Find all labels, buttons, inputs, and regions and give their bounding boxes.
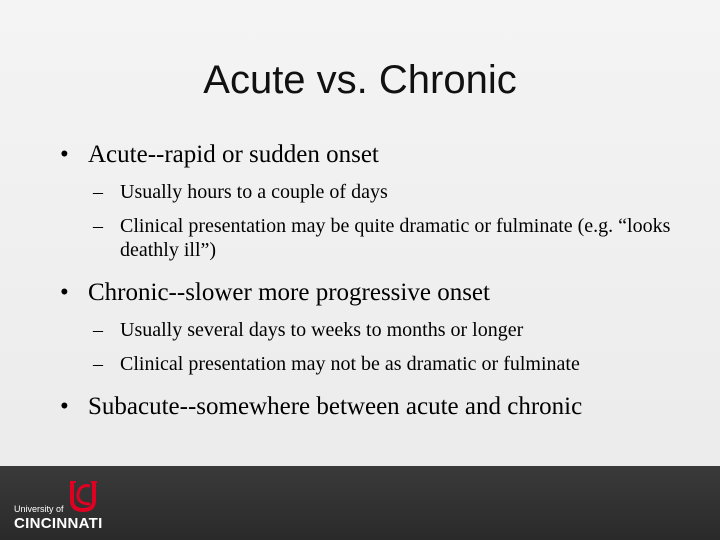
bullet-icon: • — [60, 279, 69, 306]
bullet-text: Chronic--slower more progressive onset — [88, 279, 490, 306]
sub-bullet-chronic-1 — [60, 318, 700, 342]
bullet-text: Acute--rapid or sudden onset — [88, 141, 379, 168]
dash-icon: – — [93, 181, 103, 203]
bullet-icon: • — [60, 393, 69, 420]
slide-body — [60, 140, 700, 422]
bullet-subacute — [60, 392, 700, 422]
sub-bullet-text: Clinical presentation may be quite dramatic or fulminate (e.g. “looks deathly ill”) — [120, 215, 671, 261]
uc-logo-mark-icon — [66, 480, 100, 514]
sub-bullet-text: Usually hours to a couple of days — [120, 181, 388, 203]
logo-text-small: University of — [14, 504, 64, 514]
logo-text-cincinnati: CINCINNATI — [14, 515, 103, 532]
bullet-chronic — [60, 278, 700, 308]
slide-title: Acute vs. Chronic — [203, 58, 517, 102]
dash-icon: – — [93, 353, 103, 375]
bullet-text: Subacute--somewhere between acute and chronic — [88, 393, 583, 420]
footer-bar — [0, 466, 720, 540]
dash-icon: – — [93, 215, 103, 237]
university-logo — [14, 480, 124, 532]
dash-icon: – — [93, 319, 103, 341]
sub-bullet-chronic-2 — [60, 352, 700, 376]
bullet-icon: • — [60, 141, 69, 168]
sub-bullet-text: Clinical presentation may not be as dramatic or fulminate — [120, 353, 580, 375]
sub-bullet-acute-2 — [60, 214, 700, 262]
sub-bullet-text: Usually several days to weeks to months or longer — [120, 319, 524, 341]
sub-bullet-acute-1 — [60, 180, 700, 204]
bullet-acute — [60, 140, 700, 170]
